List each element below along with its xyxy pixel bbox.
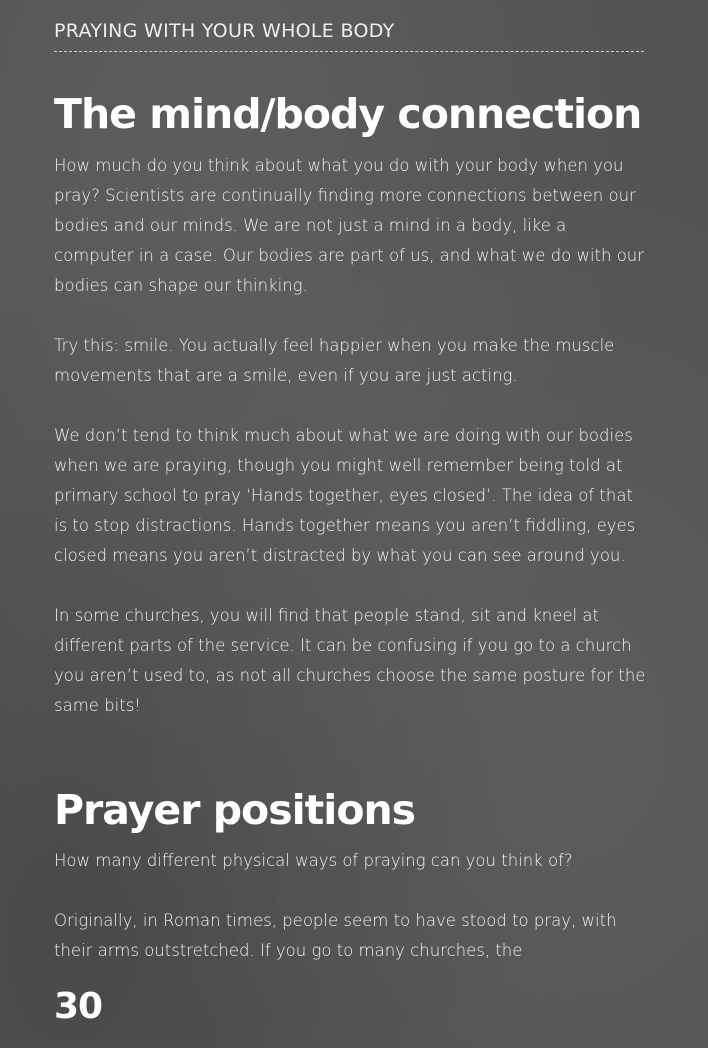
header-divider: [54, 51, 644, 52]
section-body-prayer-positions: [54, 846, 650, 996]
paragraph: How much do you think about what you do with your body when you pray? Scientists are continually finding more connections between our bodies and our minds. We are not just a mind in a body, like a computer in a case. Our bodies are part of us, and what we do with our bodies can shape our thinking.: [54, 156, 645, 295]
paragraph: How many different physical ways of praying can you think of?: [54, 851, 573, 870]
paragraph: We don’t tend to think much about what we are doing with our bodies when we are praying, though you might well remember being told at primary school to pray ‘Hands together, eyes closed’. The idea of that is to stop distractions. Hands together means you aren’t fiddling, eyes closed means you aren’t distracted by what you can see around you.: [54, 426, 636, 565]
page-number: 30: [54, 986, 103, 1027]
section-body-mind-body: [54, 151, 650, 751]
paragraph: Originally, in Roman times, people seem to have stood to pray, with their arms outstretched. If you go to many churches, the: [54, 911, 617, 960]
paragraph: Try this: smile. You actually feel happier when you make the muscle movements that are a smile, even if you are just acting.: [54, 336, 615, 385]
paragraph: In some churches, you will find that people stand, sit and kneel at different parts of the service. It can be confusing if you go to a church you aren’t used to, as not all churches choose the same posture for the same bits!: [54, 606, 646, 715]
section-heading-prayer-positions: Prayer positions: [54, 786, 416, 834]
running-header: PRAYING WITH YOUR WHOLE BODY: [54, 20, 395, 42]
section-heading-mind-body: The mind/body connection: [54, 90, 642, 138]
